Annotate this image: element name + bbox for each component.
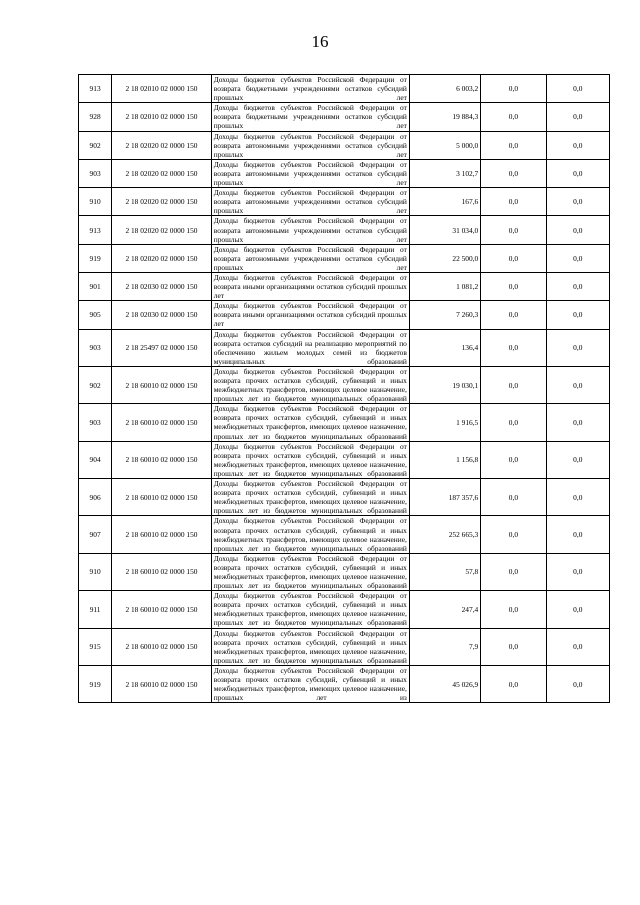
revenue-name-cell: Доходы бюджетов субъектов Российской Федерации от возврата прочих остатков субсидий, субвенций и иных межбюджетных трансфертов, имеющих целевое назначение, прошлых лет из бюджетов муниципальных образований: [211, 516, 409, 553]
amount-year2-cell: 0,0: [481, 131, 546, 159]
table-row: [79, 516, 610, 553]
table-row: [79, 272, 610, 300]
revenue-table-body: [79, 75, 610, 703]
amount-year1-cell: 5 000,0: [409, 131, 480, 159]
table-row: [79, 159, 610, 187]
revenue-table: [78, 74, 610, 703]
amount-year1-cell: 1 916,5: [409, 404, 480, 441]
revenue-name-cell: Доходы бюджетов субъектов Российской Федерации от возврата автономными учреждениями остатков субсидий прошлых лет: [211, 159, 409, 187]
budget-code-cell: 2 18 60010 02 0000 150: [112, 591, 212, 628]
amount-year2-cell: 0,0: [481, 301, 546, 329]
amount-year2-cell: 0,0: [481, 159, 546, 187]
revenue-name-cell: Доходы бюджетов субъектов Российской Федерации от возврата автономными учреждениями остатков субсидий прошлых лет: [211, 244, 409, 272]
amount-year3-cell: 0,0: [546, 404, 609, 441]
amount-year2-cell: 0,0: [481, 441, 546, 478]
budget-code-cell: 2 18 02030 02 0000 150: [112, 272, 212, 300]
table-row: [79, 591, 610, 628]
amount-year3-cell: 0,0: [546, 244, 609, 272]
amount-year1-cell: 31 034,0: [409, 216, 480, 244]
amount-year1-cell: 1 156,8: [409, 441, 480, 478]
amount-year3-cell: 0,0: [546, 628, 609, 665]
table-row: [79, 301, 610, 329]
budget-code-cell: 2 18 02020 02 0000 150: [112, 188, 212, 216]
amount-year3-cell: 0,0: [546, 272, 609, 300]
revenue-name-cell: Доходы бюджетов субъектов Российской Федерации от возврата прочих остатков субсидий, субвенций и иных межбюджетных трансфертов, имеющих целевое назначение, прошлых лет из: [211, 665, 409, 702]
amount-year3-cell: 0,0: [546, 329, 609, 366]
amount-year3-cell: 0,0: [546, 553, 609, 590]
revenue-name-cell: Доходы бюджетов субъектов Российской Федерации от возврата иными организациями остатков субсидий прошлых лет: [211, 272, 409, 300]
admin-code-cell: 915: [79, 628, 112, 665]
amount-year3-cell: 0,0: [546, 366, 609, 403]
admin-code-cell: 907: [79, 516, 112, 553]
amount-year2-cell: 0,0: [481, 216, 546, 244]
admin-code-cell: 902: [79, 366, 112, 403]
amount-year3-cell: 0,0: [546, 591, 609, 628]
table-row: [79, 244, 610, 272]
budget-code-cell: 2 18 60010 02 0000 150: [112, 441, 212, 478]
amount-year1-cell: 22 500,0: [409, 244, 480, 272]
budget-code-cell: 2 18 02030 02 0000 150: [112, 301, 212, 329]
amount-year3-cell: 0,0: [546, 188, 609, 216]
admin-code-cell: 928: [79, 103, 112, 131]
revenue-name-cell: Доходы бюджетов субъектов Российской Федерации от возврата бюджетными учреждениями остатков субсидий прошлых лет: [211, 75, 409, 103]
revenue-name-cell: Доходы бюджетов субъектов Российской Федерации от возврата прочих остатков субсидий, субвенций и иных межбюджетных трансфертов, имеющих целевое назначение, прошлых лет из бюджетов муниципальных образований: [211, 479, 409, 516]
amount-year3-cell: 0,0: [546, 479, 609, 516]
budget-code-cell: 2 18 60010 02 0000 150: [112, 516, 212, 553]
revenue-name-cell: Доходы бюджетов субъектов Российской Федерации от возврата прочих остатков субсидий, субвенций и иных межбюджетных трансфертов, имеющих целевое назначение, прошлых лет из бюджетов муниципальных образований: [211, 366, 409, 403]
admin-code-cell: 913: [79, 75, 112, 103]
budget-code-cell: 2 18 02010 02 0000 150: [112, 75, 212, 103]
amount-year3-cell: 0,0: [546, 516, 609, 553]
table-row: [79, 131, 610, 159]
amount-year2-cell: 0,0: [481, 665, 546, 702]
amount-year2-cell: 0,0: [481, 516, 546, 553]
revenue-name-cell: Доходы бюджетов субъектов Российской Федерации от возврата автономными учреждениями остатков субсидий прошлых лет: [211, 216, 409, 244]
table-row: [79, 665, 610, 702]
amount-year3-cell: 0,0: [546, 75, 609, 103]
amount-year1-cell: 57,8: [409, 553, 480, 590]
budget-code-cell: 2 18 02020 02 0000 150: [112, 216, 212, 244]
revenue-name-cell: Доходы бюджетов субъектов Российской Федерации от возврата прочих остатков субсидий, субвенций и иных межбюджетных трансфертов, имеющих целевое назначение, прошлых лет из бюджетов муниципальных образований: [211, 441, 409, 478]
amount-year2-cell: 0,0: [481, 591, 546, 628]
amount-year1-cell: 3 102,7: [409, 159, 480, 187]
amount-year1-cell: 1 081,2: [409, 272, 480, 300]
amount-year3-cell: 0,0: [546, 665, 609, 702]
revenue-name-cell: Доходы бюджетов субъектов Российской Федерации от возврата прочих остатков субсидий, субвенций и иных межбюджетных трансфертов, имеющих целевое назначение, прошлых лет из бюджетов муниципальных образований: [211, 404, 409, 441]
amount-year1-cell: 7,9: [409, 628, 480, 665]
table-row: [79, 479, 610, 516]
admin-code-cell: 913: [79, 216, 112, 244]
amount-year1-cell: 187 357,6: [409, 479, 480, 516]
revenue-name-cell: Доходы бюджетов субъектов Российской Федерации от возврата прочих остатков субсидий, субвенций и иных межбюджетных трансфертов, имеющих целевое назначение, прошлых лет из бюджетов муниципальных образований: [211, 628, 409, 665]
revenue-name-cell: Доходы бюджетов субъектов Российской Федерации от возврата прочих остатков субсидий, субвенций и иных межбюджетных трансфертов, имеющих целевое назначение, прошлых лет из бюджетов муниципальных образований: [211, 591, 409, 628]
table-row: [79, 404, 610, 441]
amount-year1-cell: 6 003,2: [409, 75, 480, 103]
amount-year2-cell: 0,0: [481, 329, 546, 366]
revenue-name-cell: Доходы бюджетов субъектов Российской Федерации от возврата автономными учреждениями остатков субсидий прошлых лет: [211, 188, 409, 216]
budget-code-cell: 2 18 60010 02 0000 150: [112, 479, 212, 516]
admin-code-cell: 911: [79, 591, 112, 628]
amount-year2-cell: 0,0: [481, 366, 546, 403]
budget-code-cell: 2 18 60010 02 0000 150: [112, 366, 212, 403]
amount-year1-cell: 167,6: [409, 188, 480, 216]
table-row: [79, 628, 610, 665]
table-row: [79, 553, 610, 590]
budget-code-cell: 2 18 02020 02 0000 150: [112, 131, 212, 159]
admin-code-cell: 910: [79, 188, 112, 216]
amount-year1-cell: 19 884,3: [409, 103, 480, 131]
admin-code-cell: 904: [79, 441, 112, 478]
revenue-name-cell: Доходы бюджетов субъектов Российской Федерации от возврата автономными учреждениями остатков субсидий прошлых лет: [211, 131, 409, 159]
revenue-name-cell: Доходы бюджетов субъектов Российской Федерации от возврата прочих остатков субсидий, субвенций и иных межбюджетных трансфертов, имеющих целевое назначение, прошлых лет из бюджетов муниципальных образований: [211, 553, 409, 590]
amount-year2-cell: 0,0: [481, 103, 546, 131]
amount-year2-cell: 0,0: [481, 628, 546, 665]
table-row: [79, 366, 610, 403]
budget-code-cell: 2 18 25497 02 0000 150: [112, 329, 212, 366]
amount-year1-cell: 252 665,3: [409, 516, 480, 553]
amount-year1-cell: 136,4: [409, 329, 480, 366]
amount-year2-cell: 0,0: [481, 404, 546, 441]
budget-code-cell: 2 18 60010 02 0000 150: [112, 404, 212, 441]
admin-code-cell: 919: [79, 244, 112, 272]
budget-code-cell: 2 18 60010 02 0000 150: [112, 628, 212, 665]
budget-code-cell: 2 18 02020 02 0000 150: [112, 159, 212, 187]
amount-year2-cell: 0,0: [481, 479, 546, 516]
amount-year1-cell: 7 260,3: [409, 301, 480, 329]
admin-code-cell: 903: [79, 404, 112, 441]
amount-year3-cell: 0,0: [546, 216, 609, 244]
amount-year3-cell: 0,0: [546, 301, 609, 329]
table-row: [79, 188, 610, 216]
budget-code-cell: 2 18 60010 02 0000 150: [112, 665, 212, 702]
admin-code-cell: 901: [79, 272, 112, 300]
table-row: [79, 75, 610, 103]
amount-year1-cell: 45 026,9: [409, 665, 480, 702]
admin-code-cell: 910: [79, 553, 112, 590]
amount-year3-cell: 0,0: [546, 159, 609, 187]
admin-code-cell: 902: [79, 131, 112, 159]
revenue-name-cell: Доходы бюджетов субъектов Российской Федерации от возврата бюджетными учреждениями остатков субсидий прошлых лет: [211, 103, 409, 131]
page-number: 16: [311, 32, 329, 51]
amount-year1-cell: 247,4: [409, 591, 480, 628]
admin-code-cell: 906: [79, 479, 112, 516]
table-row: [79, 103, 610, 131]
amount-year2-cell: 0,0: [481, 553, 546, 590]
revenue-name-cell: Доходы бюджетов субъектов Российской Федерации от возврата остатков субсидий на реализацию мероприятий по обеспечению жильем молодых семей из бюджетов муниципальных образований: [211, 329, 409, 366]
budget-code-cell: 2 18 02010 02 0000 150: [112, 103, 212, 131]
admin-code-cell: 903: [79, 159, 112, 187]
table-row: [79, 441, 610, 478]
budget-code-cell: 2 18 02020 02 0000 150: [112, 244, 212, 272]
amount-year3-cell: 0,0: [546, 103, 609, 131]
amount-year2-cell: 0,0: [481, 272, 546, 300]
budget-code-cell: 2 18 60010 02 0000 150: [112, 553, 212, 590]
amount-year2-cell: 0,0: [481, 244, 546, 272]
amount-year2-cell: 0,0: [481, 75, 546, 103]
revenue-name-cell: Доходы бюджетов субъектов Российской Федерации от возврата иными организациями остатков субсидий прошлых лет: [211, 301, 409, 329]
amount-year3-cell: 0,0: [546, 441, 609, 478]
amount-year3-cell: 0,0: [546, 131, 609, 159]
admin-code-cell: 919: [79, 665, 112, 702]
admin-code-cell: 905: [79, 301, 112, 329]
amount-year1-cell: 19 030,1: [409, 366, 480, 403]
table-row: [79, 329, 610, 366]
admin-code-cell: 903: [79, 329, 112, 366]
table-row: [79, 216, 610, 244]
amount-year2-cell: 0,0: [481, 188, 546, 216]
